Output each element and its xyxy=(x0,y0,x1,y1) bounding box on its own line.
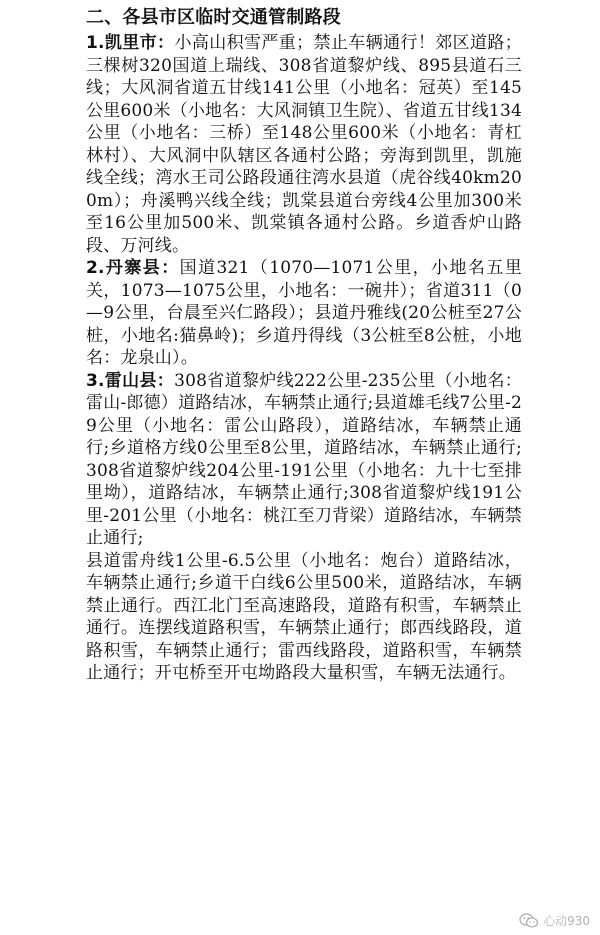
county-leishan-continued: 县道雷舟线1公里-6.5公里（小地名：炮台）道路结冰，车辆禁止通行;乡道干白线6公里500米，道路结冰，车辆禁止通行。西江北门至高速路段，道路有积雪，车辆禁止通行。连摆线道路积雪，车辆禁止通行；郎西线路段，道路积雪，车辆禁止通行；雷西线路段，道路积雪，车辆禁止通行；开屯桥至开屯坳路段大量积雪，车辆无法通行。 xyxy=(86,550,522,683)
county-text: 308省道黎炉线222公里-235公里（小地名：雷山-郎德）道路结冰，车辆禁止通行;县道雄毛线7公里-29公里（小地名：雷公山路段），道路结冰，车辆禁止通行;乡道格方线0公里至8公里，道路结冰，车辆禁止通行;308省道黎炉线204公里-191公里（小地名：九十七至排里坳），道路结冰，车辆禁止通行;308省道黎炉线191公里-201公里（小地名：桃江至刀背梁）道路结冰，车辆禁止通行; xyxy=(86,370,522,548)
section-title: 二、各县市区临时交通管制路段 xyxy=(86,7,341,28)
county-text: 小高山积雪严重；禁止车辆通行！郊区道路；三棵树320国道上瑞线、308省道黎炉线、895县道石三线；大风洞省道五甘线141公里（小地名：冠英）至145公里600米（小地名：大风洞镇卫生院）、省道五甘线134公里（小地名：三桥）至148公里600米（小地名：青杠林村）、大风洞中队辖区各通村公路；旁海到凯里，凯施线全线；湾水王司公路段通往湾水县道（虎谷线40km200m）；舟溪鸭兴线全线；凯棠县道台旁线4公里加300米至16公里加500米、凯棠镇各通村公路。乡道香炉山路段、万河线。 xyxy=(86,33,522,256)
watermark xyxy=(519,912,590,929)
article-body xyxy=(86,6,522,685)
county-text: 国道321（1070—1071公里，小地名五里关，1073—1075公里，小地名：一碗井）；省道311（0—9公里，台晨至兴仁路段）；县道丹雅线(20公桩至27公桩，小地名:猫鼻岭)；乡道丹得线（3公桩至8公桩，小地名：龙泉山）。 xyxy=(86,258,522,368)
county-kaili xyxy=(86,32,522,257)
county-danzhai xyxy=(86,257,522,370)
county-name: 2.丹寨县： xyxy=(86,258,180,278)
wechat-icon xyxy=(519,913,539,929)
county-name: 1.凯里市： xyxy=(86,33,175,53)
county-leishan xyxy=(86,370,522,550)
watermark-text: 心动930 xyxy=(543,914,590,928)
county-name: 3.雷山县： xyxy=(86,370,175,391)
